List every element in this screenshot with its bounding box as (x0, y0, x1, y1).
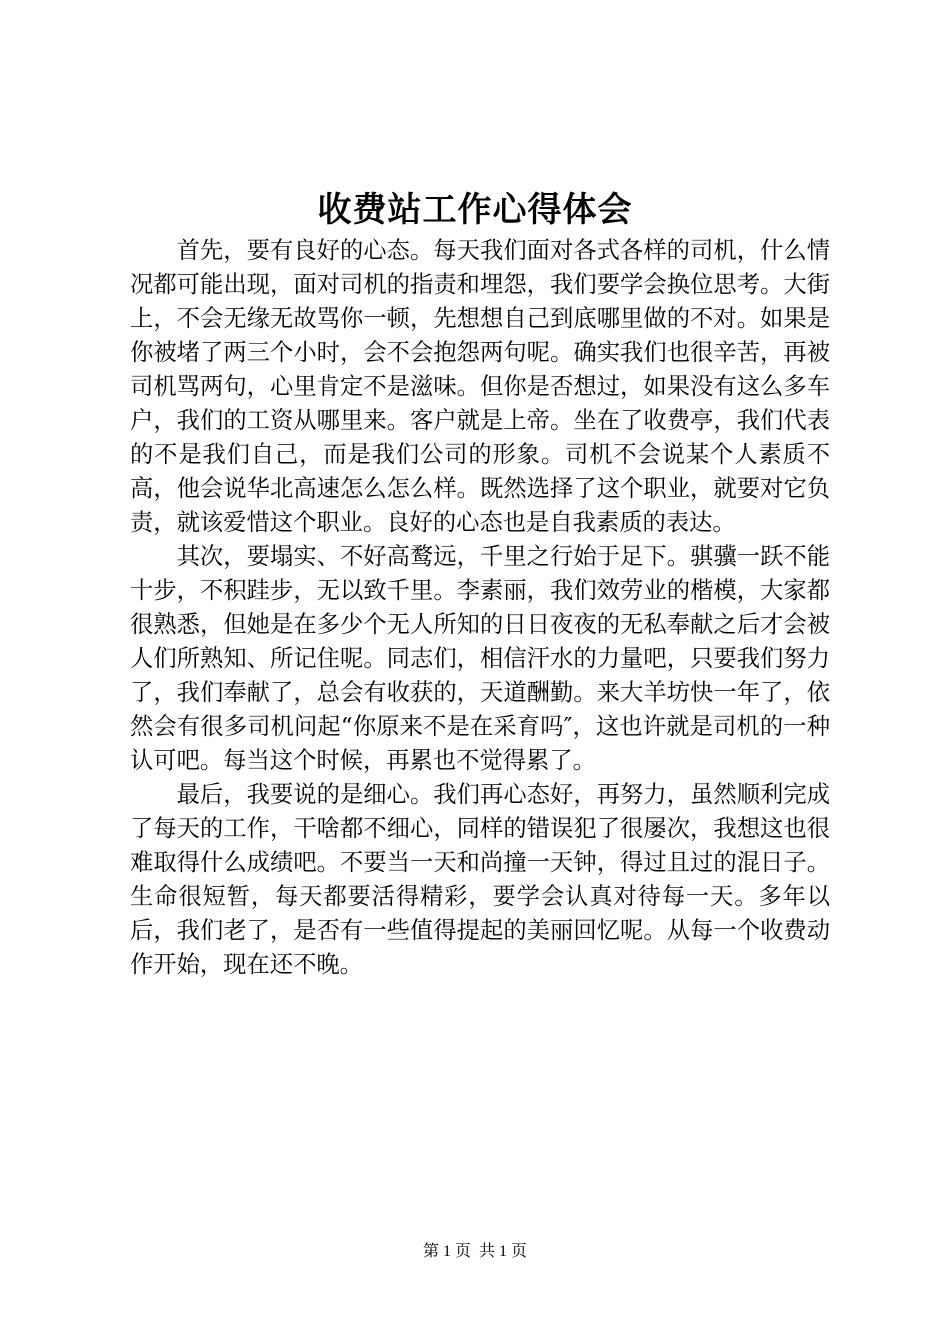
paragraph-1: 首先，要有良好的心态。每天我们面对各式各样的司机，什么情况都可能出现，面对司机的指责和埋怨，我们要学会换位思考。大街上，不会无缘无故骂你一顿，先想想自己到底哪里做的不对。如果是你被堵了两三个小时，会不会抱怨两句呢。确实我们也很辛苦，再被司机骂两句，心里肯定不是滋味。但你是否想过，如果没有这么多车户，我们的工资从哪里来。客户就是上帝。坐在了收费亭，我们代表的不是我们自己，而是我们公司的形象。司机不会说某个人素质不高，他会说华北高速怎么怎么样。既然选择了这个职业，就要对它负责，就该爱惜这个职业。良好的心态也是自我素质的表达。 (130, 237, 830, 536)
page-footer (0, 1240, 950, 1264)
paragraph-2: 其次，要塌实、不好高鹜远，千里之行始于足下。骐骥一跃不能十步，不积跬步，无以致千里。李素丽，我们效劳业的楷模，大家都很熟悉，但她是在多少个无人所知的日日夜夜的无私奉献之后才会被人们所熟知、所记住呢。同志们，相信汗水的力量吧，只要我们努力了，我们奉献了，总会有收获的，天道酬勤。来大羊坊快一年了，依然会有很多司机问起“你原来不是在采育吗″，这也许就是司机的一种认可吧。每当这个时候，再累也不觉得累了。 (130, 543, 830, 774)
paragraph-3: 最后，我要说的是细心。我们再心态好，再努力，虽然顺利完成了每天的工作，干啥都不细心，同样的错误犯了很屡次，我想这也很难取得什么成绩吧。不要当一天和尚撞一天钟，得过且过的混日子。生命很短暂，每天都要活得精彩，要学会认真对待每一天。多年以后，我们老了，是否有一些值得提起的美丽回忆呢。从每一个收费动作开始，现在还不晚。 (130, 781, 830, 978)
document-body (130, 234, 830, 982)
page-number-label: 第 1 页 共 1 页 (422, 1243, 527, 1260)
document-title: 收费站工作心得体会 (317, 190, 633, 230)
